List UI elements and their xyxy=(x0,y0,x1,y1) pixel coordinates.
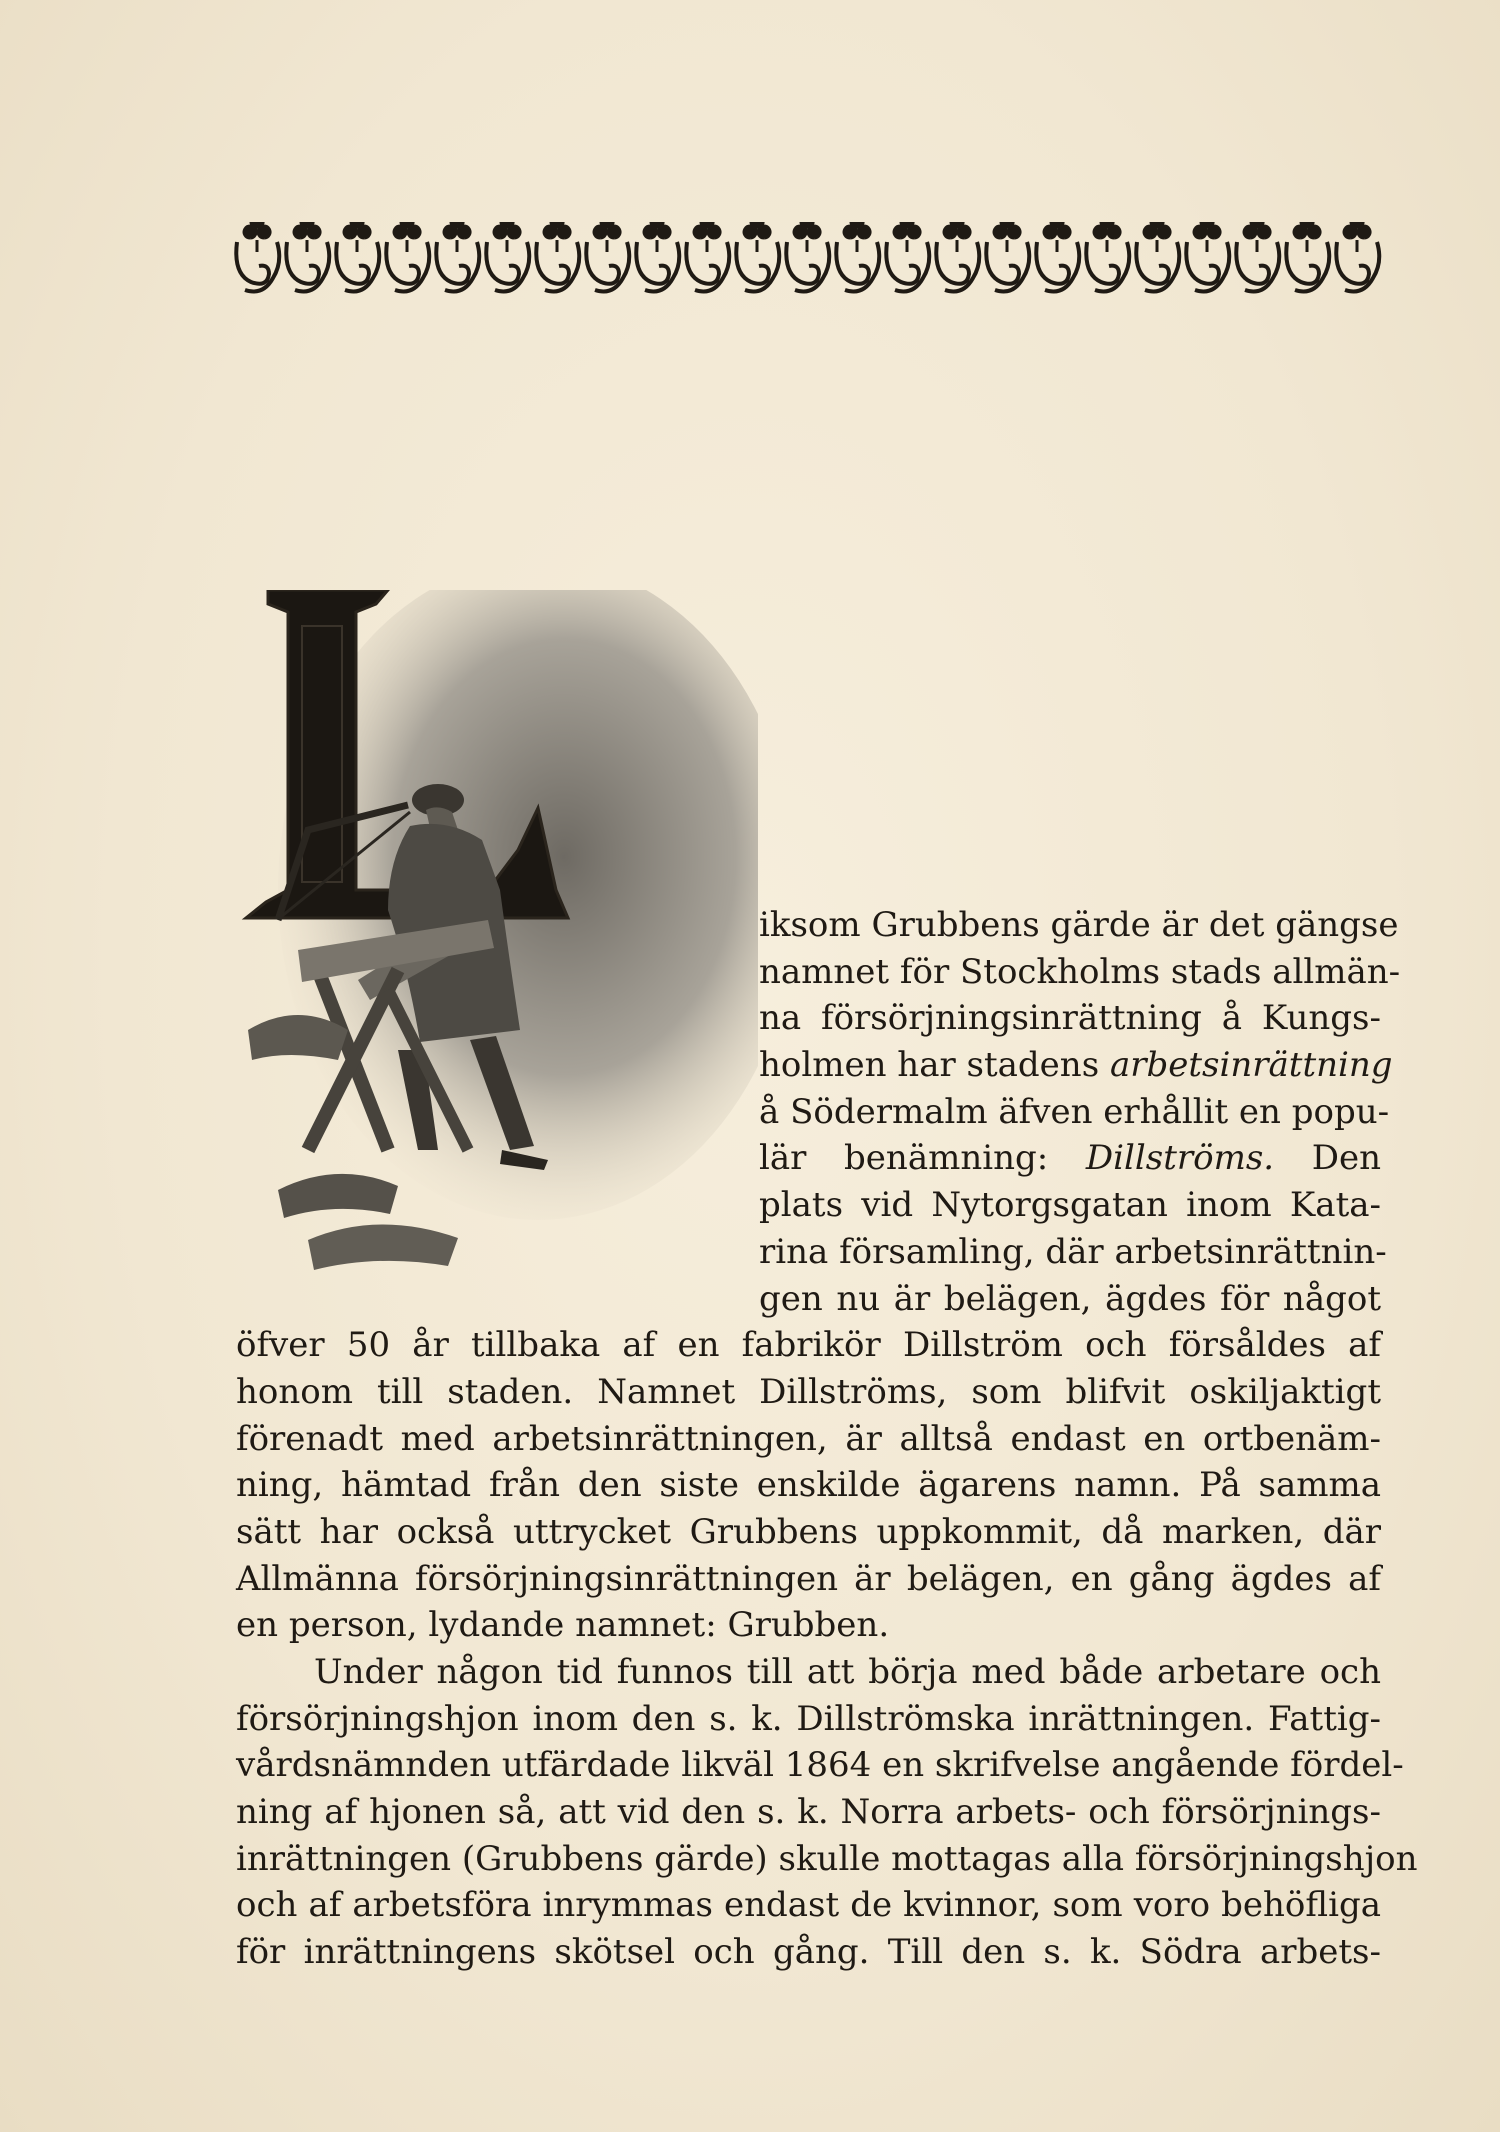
ornament-motif xyxy=(586,222,629,292)
ornament-motif xyxy=(636,222,679,292)
dropcap-wrapped-lines xyxy=(759,902,1401,1322)
text-line: och af arbetsföra inrymmas endast de kvinnor, som voro behöfliga xyxy=(236,1885,1381,1926)
text-line: inrättningen (Grubbens gärde) skulle mottagas alla försörjningshjon xyxy=(236,1838,1418,1879)
emphasis-text: arbetsinrättning xyxy=(1109,1045,1393,1086)
text-line: lär benämning: Dillströms. Den xyxy=(759,1138,1381,1179)
emphasis-text: Dillströms. xyxy=(1085,1138,1275,1179)
ornament-motif xyxy=(1086,222,1129,292)
text-line: Allmänna försörjningsinrättningen är belägen, en gång ägdes af xyxy=(236,1558,1381,1599)
ornament-motif xyxy=(1336,222,1379,292)
ornament-motif xyxy=(436,222,479,292)
ornament-motif xyxy=(286,222,329,292)
ornament-motif xyxy=(686,222,729,292)
body-text xyxy=(236,902,1418,1976)
ornament-motif xyxy=(1186,222,1229,292)
ornament-motif xyxy=(836,222,879,292)
text-line: försörjningshjon inom den s. k. Dillströmska inrättningen. Fattig- xyxy=(236,1698,1381,1739)
ornament-motif xyxy=(486,222,529,292)
ornament-motif xyxy=(536,222,579,292)
ornament-motif xyxy=(386,222,429,292)
decorative-headpiece xyxy=(232,222,1382,304)
ornament-motif xyxy=(786,222,829,292)
text-line: namnet för Stockholms stads allmän- xyxy=(759,951,1401,992)
ornament-motif xyxy=(986,222,1029,292)
text-line: plats vid Nytorgsgatan inom Kata- xyxy=(759,1185,1381,1226)
ornament-motif xyxy=(336,222,379,292)
text-line: sätt har också uttrycket Grubbens uppkommit, då marken, där xyxy=(236,1511,1381,1552)
text-line: för inrättningens skötsel och gång. Till den s. k. Södra arbets- xyxy=(236,1932,1381,1973)
paragraph-2 xyxy=(236,1649,1418,1976)
text-line: öfver 50 år tillbaka af en fabrikör Dillström och försåldes af xyxy=(236,1325,1381,1366)
text-line: iksom Grubbens gärde är det gängse xyxy=(759,905,1399,945)
text-line: gen nu är belägen, ägdes för något xyxy=(759,1278,1381,1319)
text-line: ning, hämtad från den siste enskilde ägarens namn. På samma xyxy=(236,1465,1381,1506)
ornament-motif xyxy=(1036,222,1079,292)
text-line: holmen har stadens arbetsinrättning xyxy=(759,1045,1393,1086)
paragraph-1-continuation xyxy=(236,1322,1381,1649)
ornament-motif xyxy=(1136,222,1179,292)
text-line: vårdsnämnden utfärdade likväl 1864 en skrifvelse angående fördel- xyxy=(236,1745,1404,1786)
ornament-motif xyxy=(236,222,279,292)
text-line: na försörjningsinrättning å Kungs- xyxy=(759,998,1381,1039)
text-line: honom till staden. Namnet Dillströms, som blifvit oskiljaktigt xyxy=(236,1371,1381,1412)
ornament-motif xyxy=(736,222,779,292)
ornament-motif xyxy=(1286,222,1329,292)
text-line: förenadt med arbetsinrättningen, är alltså endast en ortbenäm- xyxy=(236,1418,1381,1459)
text-line: å Södermalm äfven erhållit en popu- xyxy=(759,1091,1390,1132)
ornament-motif xyxy=(936,222,979,292)
text-line: en person, lydande namnet: Grubben. xyxy=(236,1605,890,1646)
text-line: ning af hjonen så, att vid den s. k. Norra arbets- och försörjnings- xyxy=(236,1792,1381,1833)
text-line: Under någon tid funnos till att börja med både arbetare och xyxy=(314,1652,1381,1692)
ornament-motif xyxy=(886,222,929,292)
ornament-motif xyxy=(1236,222,1279,292)
text-line: rina församling, där arbetsinrättnin- xyxy=(759,1231,1387,1272)
